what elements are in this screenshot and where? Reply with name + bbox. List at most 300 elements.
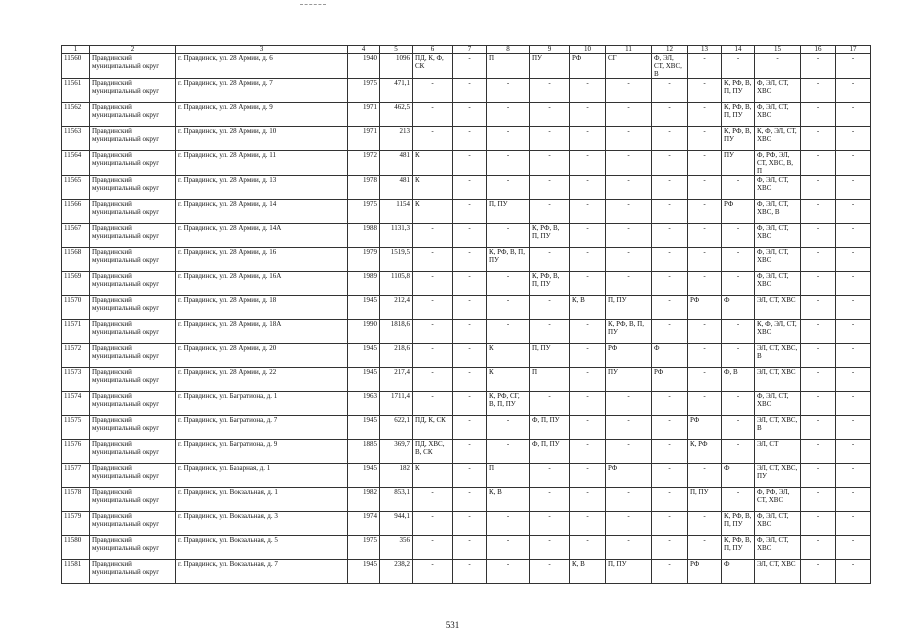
area-cell: 369,7 <box>380 440 413 464</box>
col-8-cell: - <box>487 416 530 440</box>
col-10-cell: - <box>570 127 606 151</box>
area-cell: 217,4 <box>380 368 413 392</box>
col-6-cell: К <box>413 464 453 488</box>
col-12-cell: - <box>652 296 688 320</box>
col-6-cell: - <box>413 224 453 248</box>
col-17-cell: - <box>836 296 871 320</box>
year-built-cell: 1978 <box>348 176 380 200</box>
col-8-cell: П, ПУ <box>487 200 530 224</box>
col-7-cell: - <box>453 296 487 320</box>
col-12-cell: - <box>652 176 688 200</box>
col-17-cell: - <box>836 536 871 560</box>
col-10-cell: РФ <box>570 54 606 79</box>
scan-mark <box>300 4 326 6</box>
col-11-cell: П, ПУ <box>606 560 652 584</box>
col-17-cell: - <box>836 512 871 536</box>
col-6-cell: - <box>413 368 453 392</box>
col-14-cell: Ф, В <box>722 368 755 392</box>
col-14-cell: К, РФ, В, ПУ <box>722 127 755 151</box>
col-12-cell: - <box>652 103 688 127</box>
area-cell: 481 <box>380 176 413 200</box>
col-9-cell: - <box>530 488 570 512</box>
table-row <box>62 344 871 368</box>
col-16-cell: - <box>801 464 836 488</box>
year-built-cell: 1971 <box>348 127 380 151</box>
col-17-cell: - <box>836 248 871 272</box>
col-17-cell: - <box>836 272 871 296</box>
col-8-cell: - <box>487 296 530 320</box>
col-8-cell: К, В <box>487 488 530 512</box>
col-12-cell: - <box>652 512 688 536</box>
municipality-cell: Правдинский муниципальный округ <box>90 392 176 416</box>
col-8-cell: - <box>487 440 530 464</box>
area-cell: 182 <box>380 464 413 488</box>
col-15-cell: ЭЛ, СТ, ХВС <box>755 296 801 320</box>
col-10-cell: - <box>570 151 606 176</box>
col-7-cell: - <box>453 344 487 368</box>
col-13-cell: РФ <box>688 416 722 440</box>
record-number-cell: 11577 <box>62 464 90 488</box>
area-cell: 1131,3 <box>380 224 413 248</box>
col-17-cell: - <box>836 368 871 392</box>
column-number-8: 8 <box>487 46 530 54</box>
record-number-cell: 11569 <box>62 272 90 296</box>
col-6-cell: К <box>413 176 453 200</box>
year-built-cell: 1990 <box>348 320 380 344</box>
column-number-10: 10 <box>570 46 606 54</box>
housing-register-table <box>61 45 871 584</box>
col-12-cell: Ф <box>652 344 688 368</box>
col-10-cell: - <box>570 200 606 224</box>
col-6-cell: - <box>413 536 453 560</box>
col-9-cell: П <box>530 368 570 392</box>
municipality-cell: Правдинский муниципальный округ <box>90 176 176 200</box>
area-cell: 213 <box>380 127 413 151</box>
col-17-cell: - <box>836 176 871 200</box>
municipality-cell: Правдинский муниципальный округ <box>90 560 176 584</box>
col-16-cell: - <box>801 54 836 79</box>
col-15-cell: Ф, ЭЛ, СТ, ХВС <box>755 248 801 272</box>
col-17-cell: - <box>836 392 871 416</box>
col-16-cell: - <box>801 320 836 344</box>
col-10-cell: К, В <box>570 296 606 320</box>
col-7-cell: - <box>453 560 487 584</box>
table-row <box>62 416 871 440</box>
year-built-cell: 1982 <box>348 488 380 512</box>
col-9-cell: - <box>530 464 570 488</box>
col-8-cell: К, РФ, СГ, В, П, ПУ <box>487 392 530 416</box>
col-6-cell: - <box>413 248 453 272</box>
column-number-4: 4 <box>348 46 380 54</box>
col-6-cell: - <box>413 272 453 296</box>
col-13-cell: - <box>688 272 722 296</box>
table-row <box>62 248 871 272</box>
col-11-cell: - <box>606 272 652 296</box>
area-cell: 1519,5 <box>380 248 413 272</box>
col-17-cell: - <box>836 151 871 176</box>
column-number-13: 13 <box>688 46 722 54</box>
col-13-cell: - <box>688 368 722 392</box>
col-13-cell: - <box>688 248 722 272</box>
column-number-1: 1 <box>62 46 90 54</box>
col-15-cell: Ф, ЭЛ, СТ, ХВС <box>755 272 801 296</box>
col-7-cell: - <box>453 488 487 512</box>
col-15-cell: Ф, ЭЛ, СТ, ХВС <box>755 79 801 103</box>
col-7-cell: - <box>453 536 487 560</box>
col-8-cell: - <box>487 79 530 103</box>
col-9-cell: П, ПУ <box>530 344 570 368</box>
table-row <box>62 464 871 488</box>
column-number-3: 3 <box>176 46 348 54</box>
address-cell: г. Правдинск, ул. Вокзальная, д. 7 <box>176 560 348 584</box>
col-6-cell: - <box>413 103 453 127</box>
column-number-2: 2 <box>90 46 176 54</box>
col-7-cell: - <box>453 224 487 248</box>
year-built-cell: 1972 <box>348 151 380 176</box>
col-12-cell: - <box>652 464 688 488</box>
col-16-cell: - <box>801 248 836 272</box>
col-6-cell: - <box>413 320 453 344</box>
col-13-cell: - <box>688 344 722 368</box>
col-16-cell: - <box>801 416 836 440</box>
col-16-cell: - <box>801 536 836 560</box>
address-cell: г. Правдинск, ул. 28 Армии, д. 16А <box>176 272 348 296</box>
record-number-cell: 11579 <box>62 512 90 536</box>
address-cell: г. Правдинск, ул. Вокзальная, д. 5 <box>176 536 348 560</box>
col-10-cell: - <box>570 320 606 344</box>
col-12-cell: - <box>652 440 688 464</box>
record-number-cell: 11580 <box>62 536 90 560</box>
record-number-cell: 11567 <box>62 224 90 248</box>
table-row <box>62 103 871 127</box>
municipality-cell: Правдинский муниципальный округ <box>90 200 176 224</box>
col-9-cell: - <box>530 248 570 272</box>
col-14-cell: - <box>722 54 755 79</box>
col-17-cell: - <box>836 224 871 248</box>
col-11-cell: - <box>606 536 652 560</box>
record-number-cell: 11578 <box>62 488 90 512</box>
municipality-cell: Правдинский муниципальный округ <box>90 368 176 392</box>
col-15-cell: ЭЛ, СТ <box>755 440 801 464</box>
col-16-cell: - <box>801 512 836 536</box>
record-number-cell: 11564 <box>62 151 90 176</box>
col-16-cell: - <box>801 560 836 584</box>
col-7-cell: - <box>453 79 487 103</box>
col-9-cell: - <box>530 151 570 176</box>
col-10-cell: - <box>570 536 606 560</box>
municipality-cell: Правдинский муниципальный округ <box>90 127 176 151</box>
col-14-cell: - <box>722 224 755 248</box>
col-13-cell: - <box>688 320 722 344</box>
year-built-cell: 1988 <box>348 224 380 248</box>
year-built-cell: 1974 <box>348 512 380 536</box>
col-13-cell: - <box>688 512 722 536</box>
municipality-cell: Правдинский муниципальный округ <box>90 224 176 248</box>
year-built-cell: 1945 <box>348 464 380 488</box>
address-cell: г. Правдинск, ул. 28 Армии, д. 7 <box>176 79 348 103</box>
col-9-cell: - <box>530 536 570 560</box>
col-10-cell: - <box>570 272 606 296</box>
col-9-cell: - <box>530 512 570 536</box>
col-7-cell: - <box>453 200 487 224</box>
col-11-cell: ПУ <box>606 368 652 392</box>
col-15-cell: Ф, ЭЛ, СТ, ХВС <box>755 392 801 416</box>
col-8-cell: - <box>487 320 530 344</box>
col-11-cell: - <box>606 151 652 176</box>
col-12-cell: Ф, ЭЛ, СТ, ХВС, В <box>652 54 688 79</box>
col-16-cell: - <box>801 127 836 151</box>
column-number-6: 6 <box>413 46 453 54</box>
year-built-cell: 1945 <box>348 296 380 320</box>
area-cell: 1154 <box>380 200 413 224</box>
col-17-cell: - <box>836 320 871 344</box>
municipality-cell: Правдинский муниципальный округ <box>90 536 176 560</box>
table-row <box>62 296 871 320</box>
col-7-cell: - <box>453 392 487 416</box>
col-12-cell: - <box>652 79 688 103</box>
col-7-cell: - <box>453 464 487 488</box>
col-15-cell: Ф, ЭЛ, СТ, ХВС <box>755 103 801 127</box>
col-15-cell: ЭЛ, СТ, ХВС <box>755 560 801 584</box>
col-6-cell: ПД, К, Ф, СК <box>413 54 453 79</box>
year-built-cell: 1940 <box>348 54 380 79</box>
col-17-cell: - <box>836 560 871 584</box>
col-16-cell: - <box>801 200 836 224</box>
col-15-cell: - <box>755 54 801 79</box>
municipality-cell: Правдинский муниципальный округ <box>90 344 176 368</box>
col-7-cell: - <box>453 151 487 176</box>
area-cell: 1105,8 <box>380 272 413 296</box>
page-number: 531 <box>445 620 460 630</box>
year-built-cell: 1963 <box>348 392 380 416</box>
col-16-cell: - <box>801 488 836 512</box>
year-built-cell: 1945 <box>348 560 380 584</box>
area-cell: 481 <box>380 151 413 176</box>
municipality-cell: Правдинский муниципальный округ <box>90 151 176 176</box>
address-cell: г. Правдинск, ул. 28 Армии, д. 6 <box>176 54 348 79</box>
col-8-cell: - <box>487 224 530 248</box>
address-cell: г. Правдинск, ул. Вокзальная, д. 3 <box>176 512 348 536</box>
col-10-cell: - <box>570 103 606 127</box>
municipality-cell: Правдинский муниципальный округ <box>90 512 176 536</box>
col-11-cell: - <box>606 440 652 464</box>
col-8-cell: - <box>487 560 530 584</box>
table-row <box>62 368 871 392</box>
col-12-cell: - <box>652 272 688 296</box>
col-14-cell: ПУ <box>722 151 755 176</box>
year-built-cell: 1975 <box>348 79 380 103</box>
municipality-cell: Правдинский муниципальный округ <box>90 416 176 440</box>
table-row <box>62 440 871 464</box>
col-15-cell: ЭЛ, СТ, ХВС, В <box>755 416 801 440</box>
col-13-cell: - <box>688 464 722 488</box>
col-6-cell: - <box>413 344 453 368</box>
col-11-cell: - <box>606 176 652 200</box>
col-17-cell: - <box>836 344 871 368</box>
col-11-cell: - <box>606 392 652 416</box>
col-8-cell: - <box>487 512 530 536</box>
col-13-cell: - <box>688 151 722 176</box>
col-10-cell: - <box>570 512 606 536</box>
address-cell: г. Правдинск, ул. 28 Армии, д. 13 <box>176 176 348 200</box>
address-cell: г. Правдинск, ул. 28 Армии, д. 10 <box>176 127 348 151</box>
col-15-cell: Ф, РФ, ЭЛ, СТ, ХВС <box>755 488 801 512</box>
area-cell: 238,2 <box>380 560 413 584</box>
area-cell: 1096 <box>380 54 413 79</box>
col-10-cell: - <box>570 176 606 200</box>
col-14-cell: К, РФ, В, П, ПУ <box>722 512 755 536</box>
area-cell: 853,1 <box>380 488 413 512</box>
col-7-cell: - <box>453 127 487 151</box>
col-13-cell: РФ <box>688 560 722 584</box>
col-12-cell: - <box>652 200 688 224</box>
record-number-cell: 11573 <box>62 368 90 392</box>
column-number-row <box>62 46 871 54</box>
col-15-cell: Ф, РФ, ЭЛ, СТ, ХВС, В, П <box>755 151 801 176</box>
col-6-cell: ПД, К, СК <box>413 416 453 440</box>
col-10-cell: - <box>570 464 606 488</box>
col-15-cell: К, Ф, ЭЛ, СТ, ХВС <box>755 320 801 344</box>
col-7-cell: - <box>453 54 487 79</box>
year-built-cell: 1945 <box>348 344 380 368</box>
col-6-cell: - <box>413 560 453 584</box>
col-10-cell: - <box>570 368 606 392</box>
column-number-7: 7 <box>453 46 487 54</box>
col-11-cell: - <box>606 127 652 151</box>
area-cell: 218,6 <box>380 344 413 368</box>
year-built-cell: 1885 <box>348 440 380 464</box>
col-7-cell: - <box>453 248 487 272</box>
municipality-cell: Правдинский муниципальный округ <box>90 464 176 488</box>
col-14-cell: - <box>722 416 755 440</box>
record-number-cell: 11575 <box>62 416 90 440</box>
address-cell: г. Правдинск, ул. Багратиона, д. 1 <box>176 392 348 416</box>
year-built-cell: 1945 <box>348 416 380 440</box>
col-7-cell: - <box>453 512 487 536</box>
col-17-cell: - <box>836 127 871 151</box>
col-17-cell: - <box>836 464 871 488</box>
col-11-cell: РФ <box>606 464 652 488</box>
col-13-cell: - <box>688 224 722 248</box>
address-cell: г. Правдинск, ул. Вокзальная, д. 1 <box>176 488 348 512</box>
col-10-cell: К, В <box>570 560 606 584</box>
area-cell: 356 <box>380 536 413 560</box>
record-number-cell: 11574 <box>62 392 90 416</box>
col-9-cell: - <box>530 127 570 151</box>
record-number-cell: 11576 <box>62 440 90 464</box>
address-cell: г. Правдинск, ул. 28 Армии, д. 16 <box>176 248 348 272</box>
table-row <box>62 488 871 512</box>
col-12-cell: - <box>652 151 688 176</box>
record-number-cell: 11581 <box>62 560 90 584</box>
table-row <box>62 79 871 103</box>
col-16-cell: - <box>801 79 836 103</box>
col-16-cell: - <box>801 392 836 416</box>
municipality-cell: Правдинский муниципальный округ <box>90 103 176 127</box>
address-cell: г. Правдинск, ул. 28 Армии, д. 18А <box>176 320 348 344</box>
col-8-cell: - <box>487 103 530 127</box>
col-15-cell: Ф, ЭЛ, СТ, ХВС, В <box>755 200 801 224</box>
table-row <box>62 200 871 224</box>
col-10-cell: - <box>570 416 606 440</box>
col-12-cell: - <box>652 560 688 584</box>
col-9-cell: К, РФ, В, П, ПУ <box>530 224 570 248</box>
col-6-cell: - <box>413 488 453 512</box>
table-row <box>62 224 871 248</box>
col-7-cell: - <box>453 320 487 344</box>
col-15-cell: ЭЛ, СТ, ХВС <box>755 368 801 392</box>
record-number-cell: 11560 <box>62 54 90 79</box>
record-number-cell: 11563 <box>62 127 90 151</box>
col-14-cell: К, РФ, В, П, ПУ <box>722 536 755 560</box>
col-10-cell: - <box>570 248 606 272</box>
record-number-cell: 11561 <box>62 79 90 103</box>
col-12-cell: - <box>652 320 688 344</box>
municipality-cell: Правдинский муниципальный округ <box>90 296 176 320</box>
record-number-cell: 11568 <box>62 248 90 272</box>
col-12-cell: - <box>652 416 688 440</box>
col-12-cell: - <box>652 248 688 272</box>
col-11-cell: - <box>606 103 652 127</box>
col-17-cell: - <box>836 79 871 103</box>
table-row <box>62 176 871 200</box>
col-7-cell: - <box>453 440 487 464</box>
col-13-cell: - <box>688 392 722 416</box>
col-11-cell: - <box>606 512 652 536</box>
col-14-cell: Ф <box>722 296 755 320</box>
col-16-cell: - <box>801 440 836 464</box>
column-number-5: 5 <box>380 46 413 54</box>
area-cell: 1711,4 <box>380 392 413 416</box>
municipality-cell: Правдинский муниципальный округ <box>90 248 176 272</box>
col-15-cell: ЭЛ, СТ, ХВС, В <box>755 344 801 368</box>
column-number-11: 11 <box>606 46 652 54</box>
area-cell: 212,4 <box>380 296 413 320</box>
col-14-cell: - <box>722 344 755 368</box>
col-16-cell: - <box>801 224 836 248</box>
col-11-cell: К, РФ, В, П, ПУ <box>606 320 652 344</box>
col-9-cell: - <box>530 296 570 320</box>
col-14-cell: - <box>722 272 755 296</box>
col-11-cell: - <box>606 224 652 248</box>
column-number-17: 17 <box>836 46 871 54</box>
col-9-cell: К, РФ, В, П, ПУ <box>530 272 570 296</box>
col-6-cell: ПД, ХВС, В, СК <box>413 440 453 464</box>
col-9-cell: Ф, П, ПУ <box>530 416 570 440</box>
col-14-cell: РФ <box>722 200 755 224</box>
municipality-cell: Правдинский муниципальный округ <box>90 79 176 103</box>
col-16-cell: - <box>801 368 836 392</box>
col-15-cell: Ф, ЭЛ, СТ, ХВС <box>755 512 801 536</box>
col-8-cell: - <box>487 536 530 560</box>
record-number-cell: 11570 <box>62 296 90 320</box>
table-row <box>62 54 871 79</box>
area-cell: 1818,6 <box>380 320 413 344</box>
col-14-cell: - <box>722 440 755 464</box>
column-number-15: 15 <box>755 46 801 54</box>
col-7-cell: - <box>453 368 487 392</box>
col-13-cell: РФ <box>688 296 722 320</box>
col-13-cell: К, РФ <box>688 440 722 464</box>
municipality-cell: Правдинский муниципальный округ <box>90 440 176 464</box>
area-cell: 471,1 <box>380 79 413 103</box>
year-built-cell: 1975 <box>348 536 380 560</box>
col-17-cell: - <box>836 440 871 464</box>
col-9-cell: Ф, П, ПУ <box>530 440 570 464</box>
col-11-cell: - <box>606 248 652 272</box>
col-14-cell: - <box>722 392 755 416</box>
col-14-cell: - <box>722 320 755 344</box>
